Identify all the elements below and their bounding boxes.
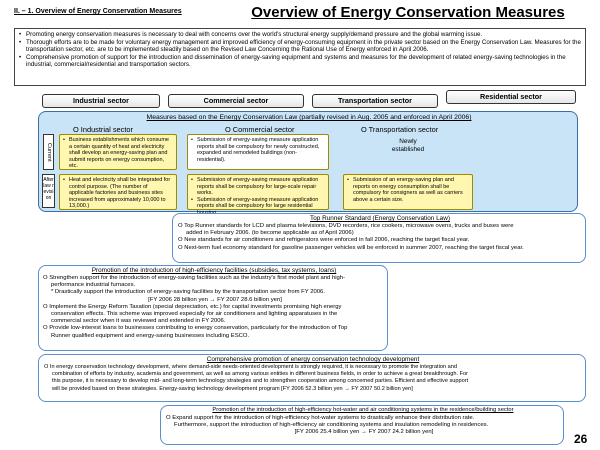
tech-line: combination of efforts by industry, academia and government, as well as among various entities in different business fields, in order to achieve a great breakthrough. For [52,371,469,378]
technology-development-box [38,354,586,402]
top-runner-line: O Next-term fuel economy standard for gasoline passenger vehicles will be enforced in summer 2007, reaching the target fiscal year. [178,244,524,251]
promotion-line: performance industrial furnaces. [51,282,136,289]
current-label: Current [43,134,54,170]
intro-bullet: • Thorough efforts are to be made for voluntary energy management and improved efficiency of energy-consuming equipment in the private sector based on the Energy Conservation Law. Measures for the transportation sector, etc. are to be implemented steadily based on the Revised Law Concerning the Rational Use of Energy enforced in April 2006. [19,39,581,54]
facility-promotion-box [38,265,388,351]
transport-after-text: • Submission of an energy-saving plan and reports on energy consumption shall be compulsory for consigners as well as carriers above a certain size. [347,177,469,203]
promotion-line: conservation effects. This scheme was improved especially for air conditioners and lighting apparatuses in the [51,311,338,318]
newly-text: Newly [399,138,417,145]
industrial-heading: O Industrial sector [73,125,133,134]
transport-column [343,124,473,210]
after-revision-label: After law revision [42,174,55,208]
intro-box [14,28,586,86]
industrial-column [59,124,177,210]
transport-newly-established [343,138,473,154]
sector-tab-commercial: Commercial sector [168,94,304,108]
hot-water-title: Promotion of the introduction of high-efficiency hot-water and air conditioning systems in the residence/building sector [212,407,514,413]
sector-tab-transportation: Transportation sector [312,94,438,108]
industrial-current-text: • Business establishments which consume a certain quantity of heat and electricity shall develop an energy-saving plan and submit reports on energy consumption, etc. [63,137,173,170]
top-runner-content [178,223,584,252]
commercial-after-text-2: • Submission of energy-saving measure application reports shall be compulsory for large residential [191,197,325,217]
intro-bullet: • Promoting energy conservation measures is necessary to deal with concerns over the world's structural energy supply/demand pressure and the global warming issue. [19,31,581,39]
commercial-heading: O Commercial sector [225,125,295,134]
commercial-after-text-1: • Submission of energy-saving measure application reports shall be compulsory for large-scale repair works. [191,177,325,197]
promotion-budget: [FY 2006 28 billion yen → FY 2007 28.6 billion yen] [148,296,282,303]
page-number: 26 [574,432,588,446]
law-box-title: Measures based on the Energy Conservation Law (partially revised in Aug. 2005 and enforced in April 2006) [146,114,472,121]
top-runner-box [172,213,586,263]
promotion-line: * Drastically support the introduction of energy-saving facilities by the transportation sector from FY 2006. [51,289,325,296]
commercial-current-box [187,134,329,170]
commercial-current-text: • Submission of energy-saving measure application reports shall be compulsory for newly constructed, expanded and remodeled buildings (non-residential). [191,137,325,163]
hot-water-line: Furthermore, support the introduction of high-efficiency air conditioning systems and insulation remodeling in residences. [174,422,489,429]
top-runner-title: Top Runner Standard (Energy Conservation Law) [310,215,450,222]
hot-water-content [166,415,562,437]
commercial-column [187,124,329,210]
technology-development-title: Comprehensive promotion of energy conservation technology development [206,356,420,363]
top-runner-line: O Top Runner standards for LCD and plasma televisions, DVD recorders, rice cookers, microwave ovens, trucks and buses were [178,223,514,229]
transport-after-box [343,174,473,210]
promotion-line: O Provide low-interest loans to businesses contributing to energy conservation, particularly for the introduction of Top [43,325,348,332]
hot-water-box [160,405,564,445]
promotion-line: commercial sector when it was reviewed and extended in FY 2006. [51,318,226,325]
tech-line: O In energy conservation technology development, where demand-side needs-oriented development is strongly required, it is necessary to promote the integration and [44,364,457,370]
technology-development-content [44,364,584,393]
sector-tab-residential: Residential sector [446,90,576,104]
section-label: II. – 1. Overview of Energy Conservation Measures [14,8,182,15]
tech-line: will be provided based on these strategies. Energy-saving technology development program [FY 2006 52.3 billion yen → FY 2007 50.2 billion yen] [52,385,413,392]
industrial-after-text: • Heat and electricity shall be integrated for control purpose. (The number of applicable factories and business sites increased from approximately 10,000 to 13,000.) [63,177,173,210]
industrial-after-box [59,174,177,210]
promotion-line: O Strengthen support for the introduction of energy-saving facilities such as the industry's first model plant and high- [43,275,346,281]
facility-promotion-content [43,275,387,340]
tech-line: this purpose, it is necessary to develop mid- and long-term technology strategies and to strengthen cooperation among concerned parties. Efficient and effective support [52,378,469,385]
intro-bullet: • Comprehensive promotion of support for the introduction and dissemination of energy-saving equipment and systems and measures for the development of related energy-saving technologies in the industrial, commercial/residential and transportation sectors. [19,54,581,69]
facility-promotion-title: Promotion of the introduction of high-efficiency facilities (subsidies, tax systems, loans) [91,267,337,274]
promotion-line: O Implement the Energy Reform Taxation (special depreciation, etc.) for capital investments promising high energy [43,303,342,310]
hot-water-budget: [FY 2006 25.4 billion yen → FY 2007 24.2 billion yen] [294,429,434,436]
transport-heading: O Transportation sector [361,125,439,134]
hot-water-line: O Expand support for the introduction of high-efficiency hot-water systems to drastically enhance their distribution rate. [166,415,475,421]
sector-tab-industrial: Industrial sector [42,94,160,108]
commercial-after-box [187,174,329,210]
promotion-line: Runner qualified equipment and energy-saving businesses including ESCO. [51,332,250,339]
established-text: established [391,146,425,153]
energy-conservation-law-box [38,111,578,212]
page-title: Overview of Energy Conservation Measures [251,4,565,21]
industrial-current-box [59,134,177,170]
top-runner-line: O New standards for air conditioners and refrigerators were enforced in fall 2006, reaching the target fiscal year. [178,237,470,244]
top-runner-line: added in February 2006. (to become applicable as of April 2006) [186,230,354,237]
